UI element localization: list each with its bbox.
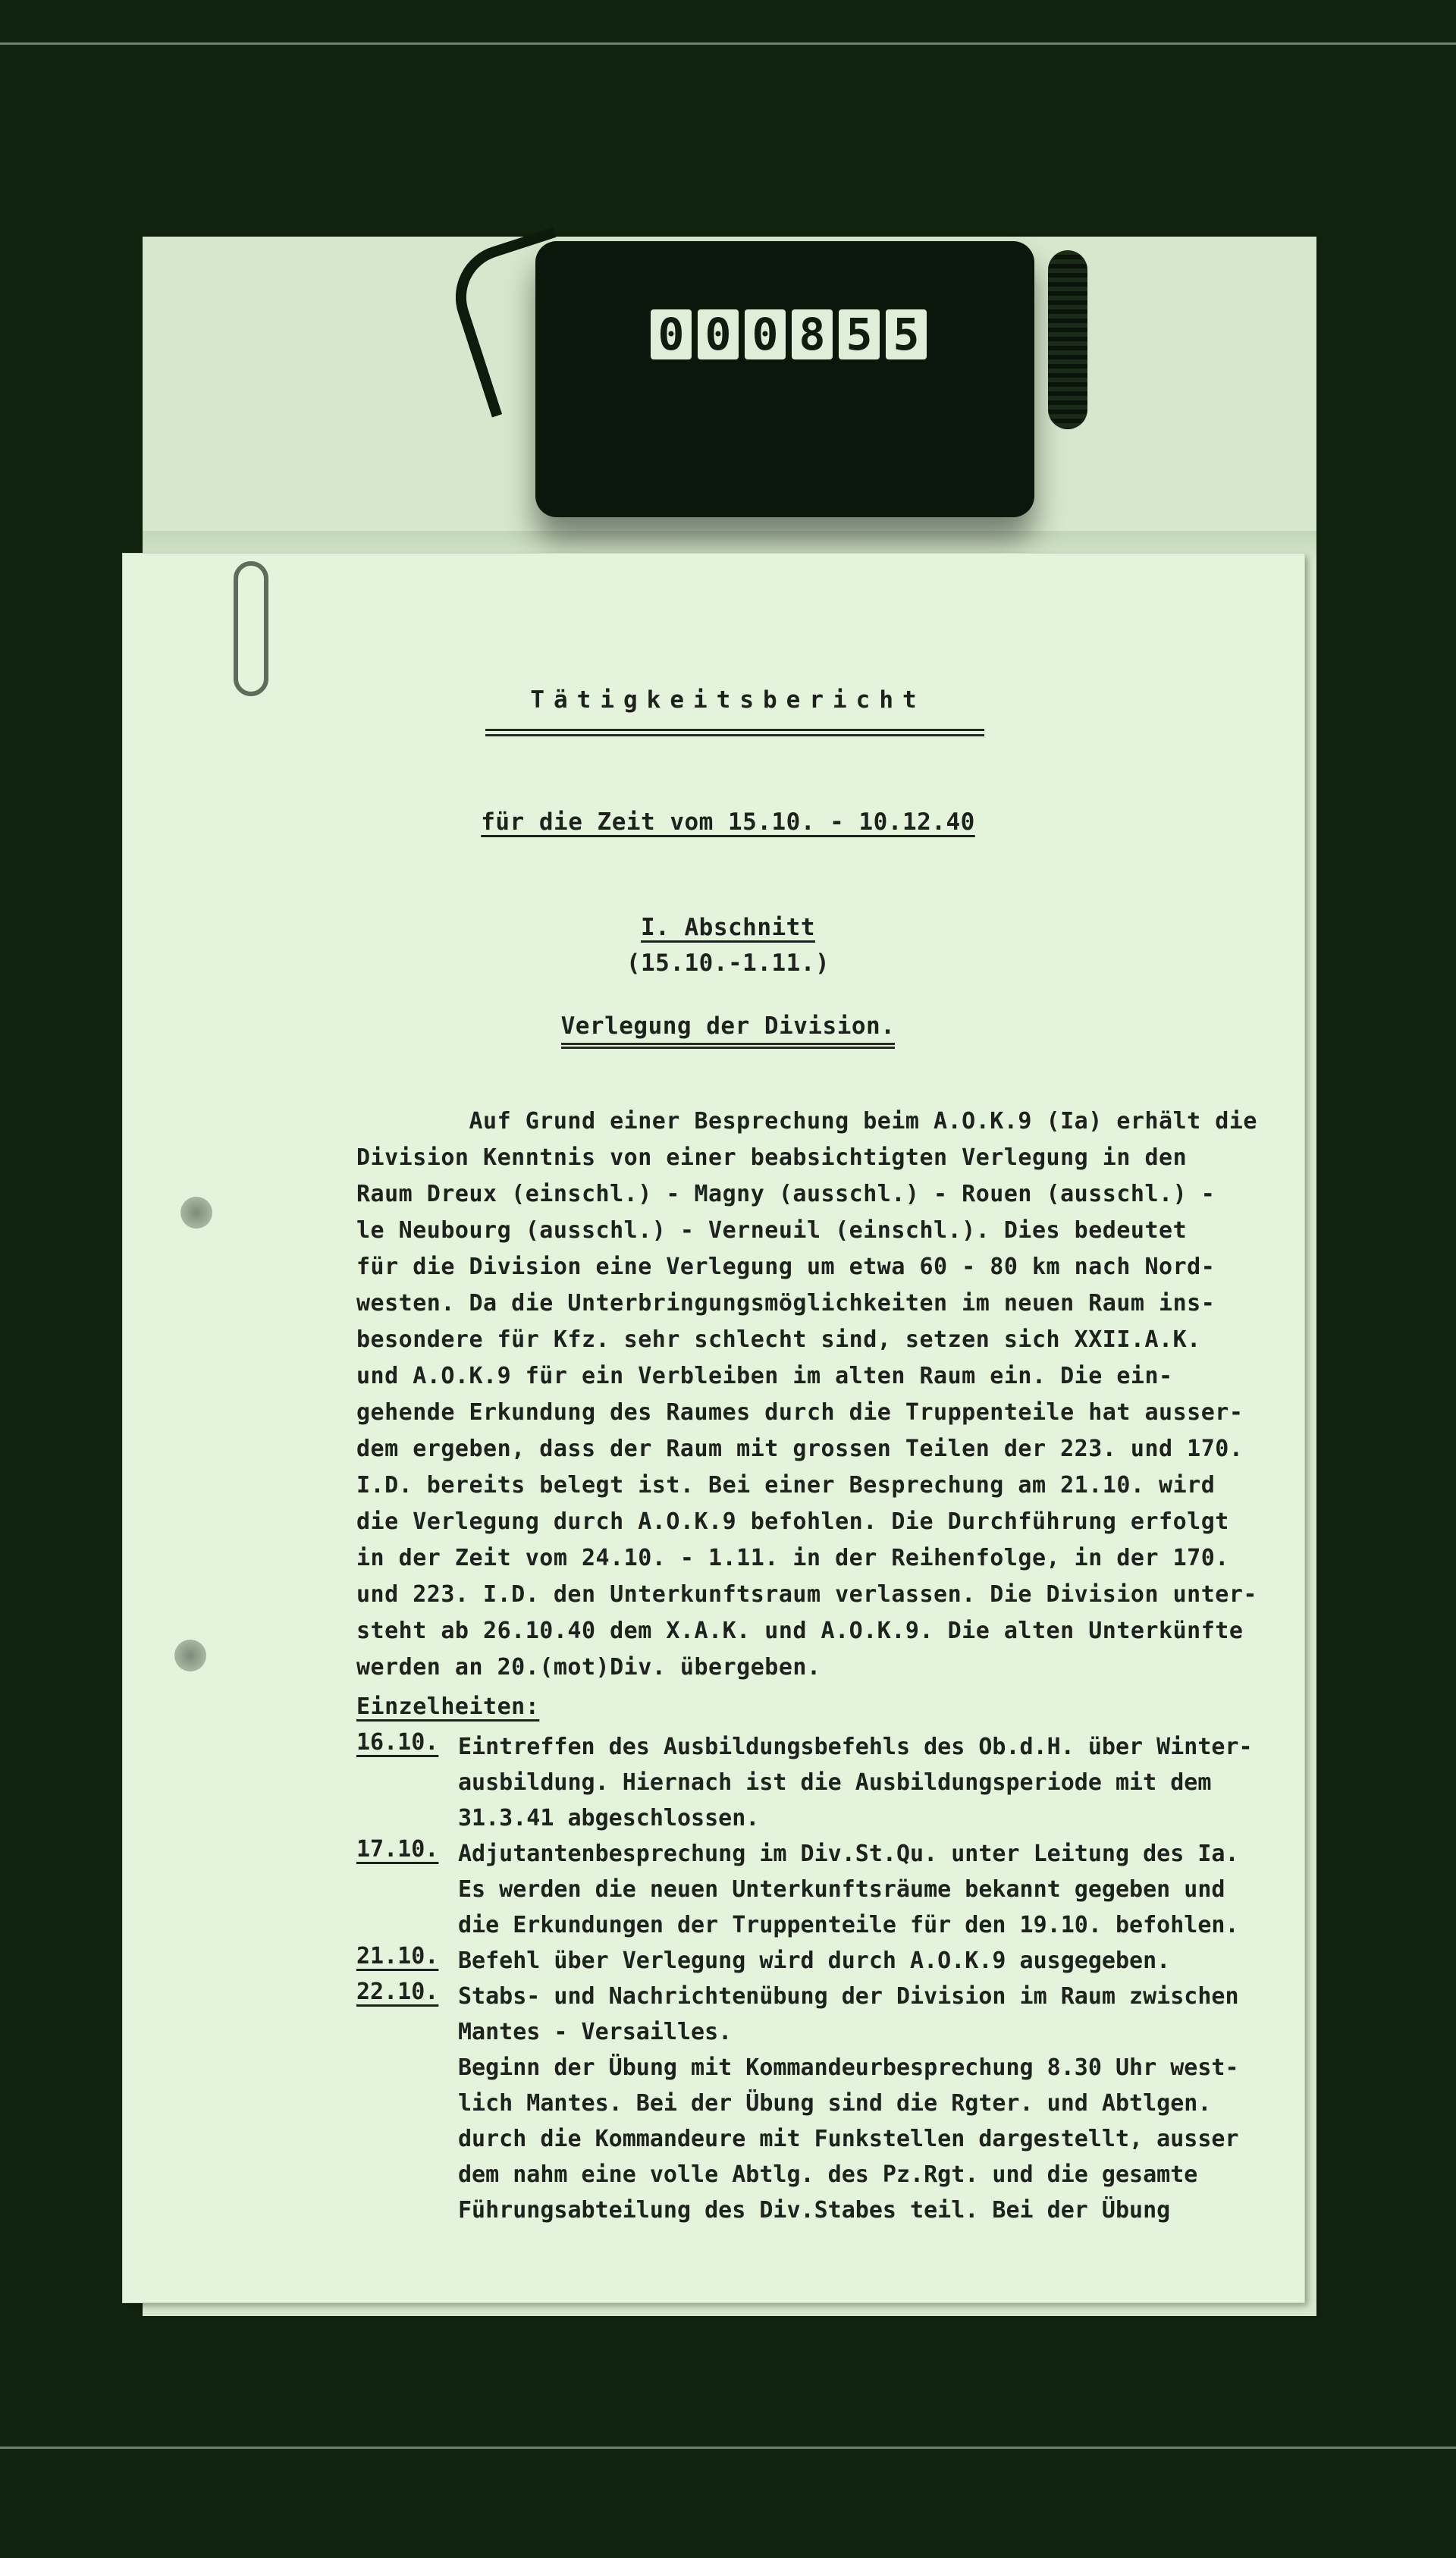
counter-display	[651, 309, 927, 359]
document-title: Tätigkeitsbericht	[530, 686, 926, 714]
section-dates: (15.10.-1.11.)	[626, 949, 830, 977]
entry-date	[356, 1979, 438, 2005]
body-line: steht ab 26.10.40 dem X.A.K. und A.O.K.9. Die alten Unterkünfte	[356, 1618, 1244, 1644]
entry-line: durch die Kommandeure mit Funkstellen dargestellt, ausser	[458, 2126, 1239, 2152]
entry-date-text: 22.10.	[356, 1979, 439, 2005]
entry-line: Mantes - Versailles.	[458, 2019, 733, 2045]
body-line: werden an 20.(mot)Div. übergeben.	[356, 1654, 821, 1681]
entry-line: dem nahm eine volle Abtlg. des Pz.Rgt. und die gesamte	[458, 2161, 1198, 2188]
period-text: für die Zeit vom 15.10. - 10.12.40	[481, 808, 975, 836]
body-line: Division Kenntnis von einer beabsichtigten Verlegung in den	[356, 1144, 1188, 1171]
binder-clip	[234, 561, 268, 696]
section-heading	[0, 914, 1456, 941]
body-line: die Verlegung durch A.O.K.9 befohlen. Die Durchführung erfolgt	[356, 1508, 1229, 1535]
entry-line: die Erkundungen der Truppenteile für den 19.10. befohlen.	[458, 1912, 1239, 1938]
counter-digit: 0	[698, 309, 739, 359]
body-line: dem ergeben, dass der Raum mit grossen Teilen der 223. und 170.	[356, 1436, 1244, 1462]
punch-hole	[180, 1197, 212, 1229]
entry-date	[356, 1943, 438, 1970]
entry-date	[356, 1836, 438, 1863]
body-line: westen. Da die Unterbringungsmöglichkeiten im neuen Raum ins-	[356, 1290, 1216, 1317]
entry-line: Es werden die neuen Unterkunftsräume bekannt gegeben und	[458, 1876, 1225, 1903]
section-heading-text: I. Abschnitt	[641, 914, 815, 941]
section-subject-text: Verlegung der Division.	[561, 1012, 896, 1049]
counter-digit: 0	[651, 309, 692, 359]
details-heading-text: Einzelheiten:	[356, 1693, 540, 1720]
page-counter-device	[535, 241, 1034, 517]
details-heading	[356, 1693, 539, 1720]
body-line: in der Zeit vom 24.10. - 1.11. in der Reihenfolge, in der 170.	[356, 1545, 1229, 1571]
body-line: und 223. I.D. den Unterkunftsraum verlassen. Die Division unter-	[356, 1581, 1257, 1608]
body-line: für die Division eine Verlegung um etwa 60 - 80 km nach Nord-	[356, 1254, 1216, 1280]
entry-date-text: 16.10.	[356, 1729, 439, 1756]
frame-line-bottom	[0, 2447, 1456, 2449]
body-paragraph	[356, 1103, 1257, 1686]
body-line: le Neubourg (ausschl.) - Verneuil (einschl.). Dies bedeutet	[356, 1217, 1188, 1244]
entry-date-text: 17.10.	[356, 1836, 439, 1863]
entry-line: Stabs- und Nachrichtenübung der Division im Raum zwischen	[458, 1983, 1239, 2010]
entry-line: Eintreffen des Ausbildungsbefehls des Ob.d.H. über Winter-	[458, 1734, 1253, 1760]
document-period	[0, 808, 1456, 836]
section-subject	[0, 1012, 1456, 1040]
entry-line: Befehl über Verlegung wird durch A.O.K.9 ausgegeben.	[458, 1948, 1171, 1974]
counter-digit: 5	[839, 309, 880, 359]
entry-line: Führungsabteilung des Div.Stabes teil. Bei der Übung	[458, 2197, 1171, 2224]
body-line: Raum Dreux (einschl.) - Magny (ausschl.) - Rouen (ausschl.) -	[356, 1181, 1216, 1207]
entry-date	[356, 1729, 438, 1756]
counter-knob	[1048, 250, 1087, 429]
entry-line: ausbildung. Hiernach ist die Ausbildungsperiode mit dem	[458, 1769, 1212, 1796]
punch-hole	[174, 1640, 206, 1671]
body-line: I.D. bereits belegt ist. Bei einer Besprechung am 21.10. wird	[356, 1472, 1216, 1499]
entry-text	[458, 1979, 1239, 2228]
entry-text	[458, 1943, 1170, 1979]
body-line: Auf Grund einer Besprechung beim A.O.K.9 (Ia) erhält die	[356, 1108, 1257, 1135]
frame-line-top	[0, 42, 1456, 45]
entry-text	[458, 1729, 1253, 1836]
counter-digit: 0	[745, 309, 786, 359]
body-line: und A.O.K.9 für ein Verbleiben im alten Raum ein. Die ein-	[356, 1363, 1173, 1389]
body-line: besondere für Kfz. sehr schlecht sind, setzen sich XXII.A.K.	[356, 1326, 1201, 1353]
entry-date-text: 21.10.	[356, 1943, 439, 1970]
entry-line: 31.3.41 abgeschlossen.	[458, 1805, 760, 1831]
entry-text	[458, 1836, 1239, 1943]
entry-line: Adjutantenbesprechung im Div.St.Qu. unter Leitung des Ia.	[458, 1841, 1239, 1867]
title-underline	[485, 729, 984, 736]
body-line: gehende Erkundung des Raumes durch die Truppenteile hat ausser-	[356, 1399, 1244, 1426]
counter-digit: 5	[886, 309, 927, 359]
counter-digit: 8	[792, 309, 833, 359]
entry-line: lich Mantes. Bei der Übung sind die Rgter. und Abtlgen.	[458, 2090, 1212, 2117]
entry-line: Beginn der Übung mit Kommandeurbesprechung 8.30 Uhr west-	[458, 2054, 1239, 2081]
